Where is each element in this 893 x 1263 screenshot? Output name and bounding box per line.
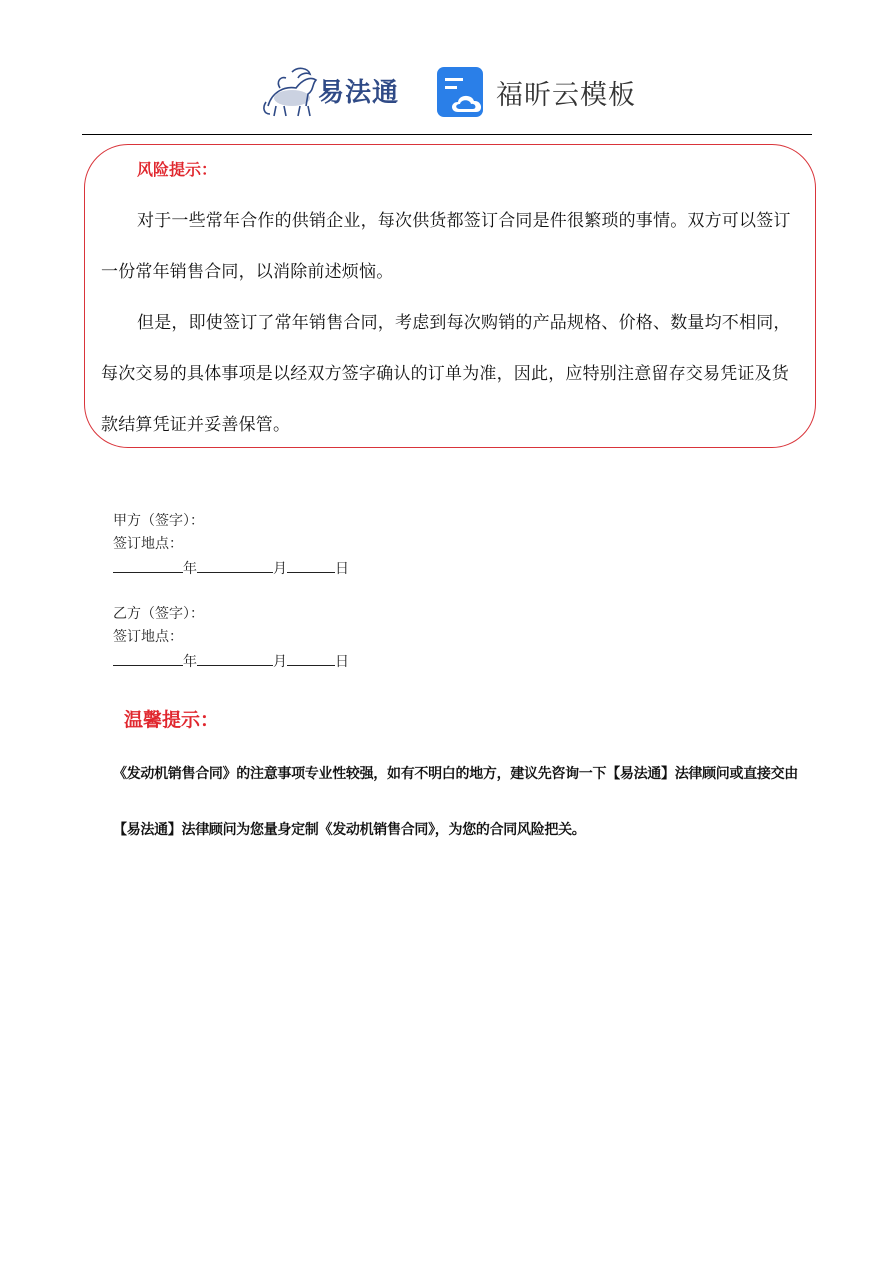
month-label: 月 xyxy=(273,561,287,577)
month-label: 月 xyxy=(273,654,287,670)
day-blank xyxy=(287,649,335,666)
party-b-place-label: 签订地点： xyxy=(113,629,183,645)
year-label: 年 xyxy=(183,561,197,577)
cloud-doc-icon xyxy=(436,66,488,118)
tip-title: 温馨提示： xyxy=(124,709,220,731)
party-b-signature-block xyxy=(113,603,349,674)
year-blank xyxy=(113,556,183,573)
day-blank xyxy=(287,556,335,573)
month-blank xyxy=(197,649,273,666)
risk-title: 风险提示： xyxy=(137,160,218,179)
party-a-sign-label: 甲方（签字）： xyxy=(113,513,204,529)
header xyxy=(0,58,893,122)
risk-paragraph-2: 但是，即使签订了常年销售合同，考虑到每次购销的产品规格、价格、数量均不相同，每次交易的具体事项是以经双方签字确认的订单为准，因此，应特别注意留存交易凭证及货款结算凭证并妥善保管。 xyxy=(101,313,791,435)
party-a-signature-block xyxy=(113,510,349,581)
brand-fuxin: 福昕云模板 xyxy=(496,80,636,111)
day-label: 日 xyxy=(335,561,349,577)
party-b-date-line xyxy=(113,649,349,674)
brand-yifatong: 易法通 xyxy=(318,78,400,108)
year-blank xyxy=(113,649,183,666)
month-blank xyxy=(197,556,273,573)
party-a-place-label: 签订地点： xyxy=(113,536,183,552)
tip-paragraph: 《发动机销售合同》的注意事项专业性较强，如有不明白的地方，建议先咨询一下【易法通】法律顾问或直接交由【易法通】法律顾问为您量身定制《发动机销售合同》，为您的合同风险把关。 xyxy=(113,766,798,838)
risk-notice-box xyxy=(84,144,816,448)
day-label: 日 xyxy=(335,654,349,670)
party-b-sign-label: 乙方（签字）： xyxy=(113,606,204,622)
risk-paragraph-1: 对于一些常年合作的供销企业，每次供货都签订合同是件很繁琐的事情。双方可以签订一份常年销售合同，以消除前述烦恼。 xyxy=(101,211,791,282)
header-divider xyxy=(82,134,812,135)
year-label: 年 xyxy=(183,654,197,670)
party-a-date-line xyxy=(113,556,349,581)
